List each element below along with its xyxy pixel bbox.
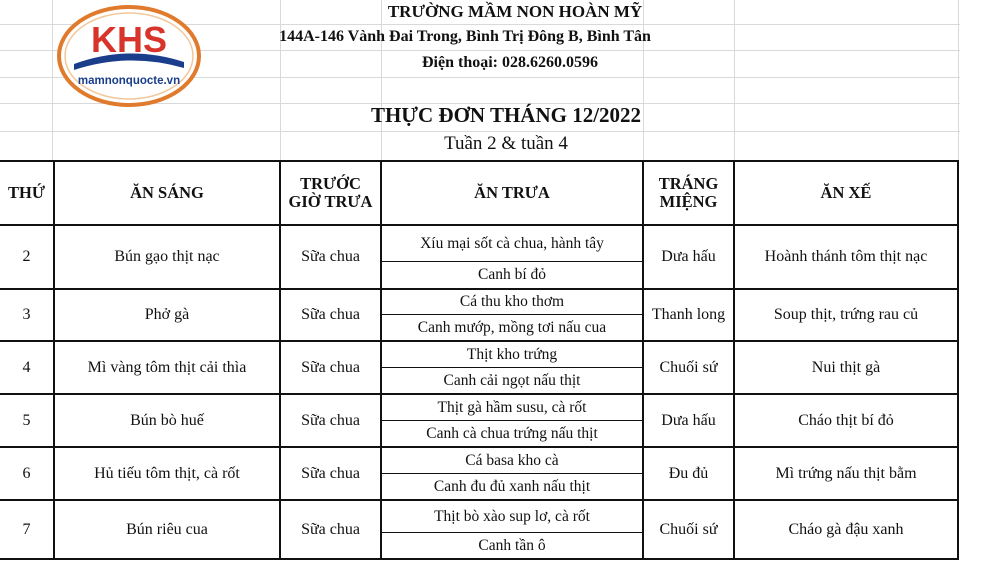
day-cell: 2: [0, 225, 54, 289]
table-header-row: [0, 161, 958, 225]
school-phone: Điện thoại: 028.6260.0596: [422, 54, 598, 71]
lunch-main-cell: Xíu mại sốt cà chua, hành tây: [381, 225, 643, 261]
breakfast-cell: Bún bò huế: [54, 394, 280, 447]
breakfast-cell: Bún gạo thịt nạc: [54, 225, 280, 289]
snack-cell: Nui thịt gà: [734, 341, 958, 394]
dessert-cell: Chuối sứ: [643, 341, 734, 394]
lunch-soup-cell: Canh cà chua trứng nấu thịt: [381, 420, 643, 447]
pre-lunch-cell: Sữa chua: [280, 341, 381, 394]
header-snack: ĂN XẾ: [734, 161, 958, 225]
pre-lunch-cell: Sữa chua: [280, 447, 381, 500]
lunch-soup-cell: Canh mướp, mồng tơi nấu cua: [381, 314, 643, 341]
pre-lunch-cell: Sữa chua: [280, 500, 381, 559]
lunch-soup-cell: Canh cải ngọt nấu thịt: [381, 367, 643, 394]
breakfast-cell: Bún riêu cua: [54, 500, 280, 559]
table-row: [0, 500, 958, 532]
lunch-soup-cell: Canh đu đủ xanh nấu thịt: [381, 473, 643, 500]
logo-website: mamnonquocte.vn: [77, 75, 181, 87]
snack-cell: Soup thịt, trứng rau củ: [734, 289, 958, 341]
menu-table: [0, 160, 959, 560]
day-cell: 5: [0, 394, 54, 447]
breakfast-cell: Phở gà: [54, 289, 280, 341]
dessert-cell: Đu đủ: [643, 447, 734, 500]
header-pre-lunch: TRƯỚC GIỜ TRƯA: [280, 161, 381, 225]
header-lunch: ĂN TRƯA: [381, 161, 643, 225]
school-name: TRƯỜNG MẦM NON HOÀN MỸ: [387, 2, 643, 21]
menu-title: THỰC ĐƠN THÁNG 12/2022: [370, 103, 642, 127]
breakfast-cell: Mì vàng tôm thịt cải thìa: [54, 341, 280, 394]
table-row: [0, 394, 958, 420]
lunch-main-cell: Cá thu kho thơm: [381, 289, 643, 314]
svg-text:KHS: KHS: [90, 19, 168, 60]
table-row: [0, 447, 958, 473]
lunch-main-cell: Cá basa kho cà: [381, 447, 643, 473]
pre-lunch-cell: Sữa chua: [280, 225, 381, 289]
dessert-cell: Thanh long: [643, 289, 734, 341]
snack-cell: Cháo thịt bí đỏ: [734, 394, 958, 447]
school-address: 144A-146 Vành Đai Trong, Bình Trị Đông B, Bình Tân: [279, 28, 651, 45]
lunch-soup-cell: Canh bí đỏ: [381, 261, 643, 289]
header-breakfast: ĂN SÁNG: [54, 161, 280, 225]
table-row: [0, 341, 958, 367]
lunch-main-cell: Thịt kho trứng: [381, 341, 643, 367]
pre-lunch-cell: Sữa chua: [280, 289, 381, 341]
day-cell: 4: [0, 341, 54, 394]
lunch-main-cell: Thịt gà hầm susu, cà rốt: [381, 394, 643, 420]
table-row: [0, 225, 958, 261]
header-day: THỨ: [0, 161, 54, 225]
snack-cell: Cháo gà đậu xanh: [734, 500, 958, 559]
table-row: [0, 289, 958, 314]
lunch-soup-cell: Canh tần ô: [381, 532, 643, 559]
dessert-cell: Chuối sứ: [643, 500, 734, 559]
header-dessert: TRÁNG MIỆNG: [643, 161, 734, 225]
lunch-main-cell: Thịt bò xào sup lơ, cà rốt: [381, 500, 643, 532]
breakfast-cell: Hủ tiếu tôm thịt, cà rốt: [54, 447, 280, 500]
snack-cell: Mì trứng nấu thịt bằm: [734, 447, 958, 500]
pre-lunch-cell: Sữa chua: [280, 394, 381, 447]
day-cell: 7: [0, 500, 54, 559]
snack-cell: Hoành thánh tôm thịt nạc: [734, 225, 958, 289]
dessert-cell: Dưa hấu: [643, 394, 734, 447]
menu-week: Tuần 2 & tuần 4: [444, 133, 568, 154]
dessert-cell: Dưa hấu: [643, 225, 734, 289]
day-cell: 3: [0, 289, 54, 341]
day-cell: 6: [0, 447, 54, 500]
